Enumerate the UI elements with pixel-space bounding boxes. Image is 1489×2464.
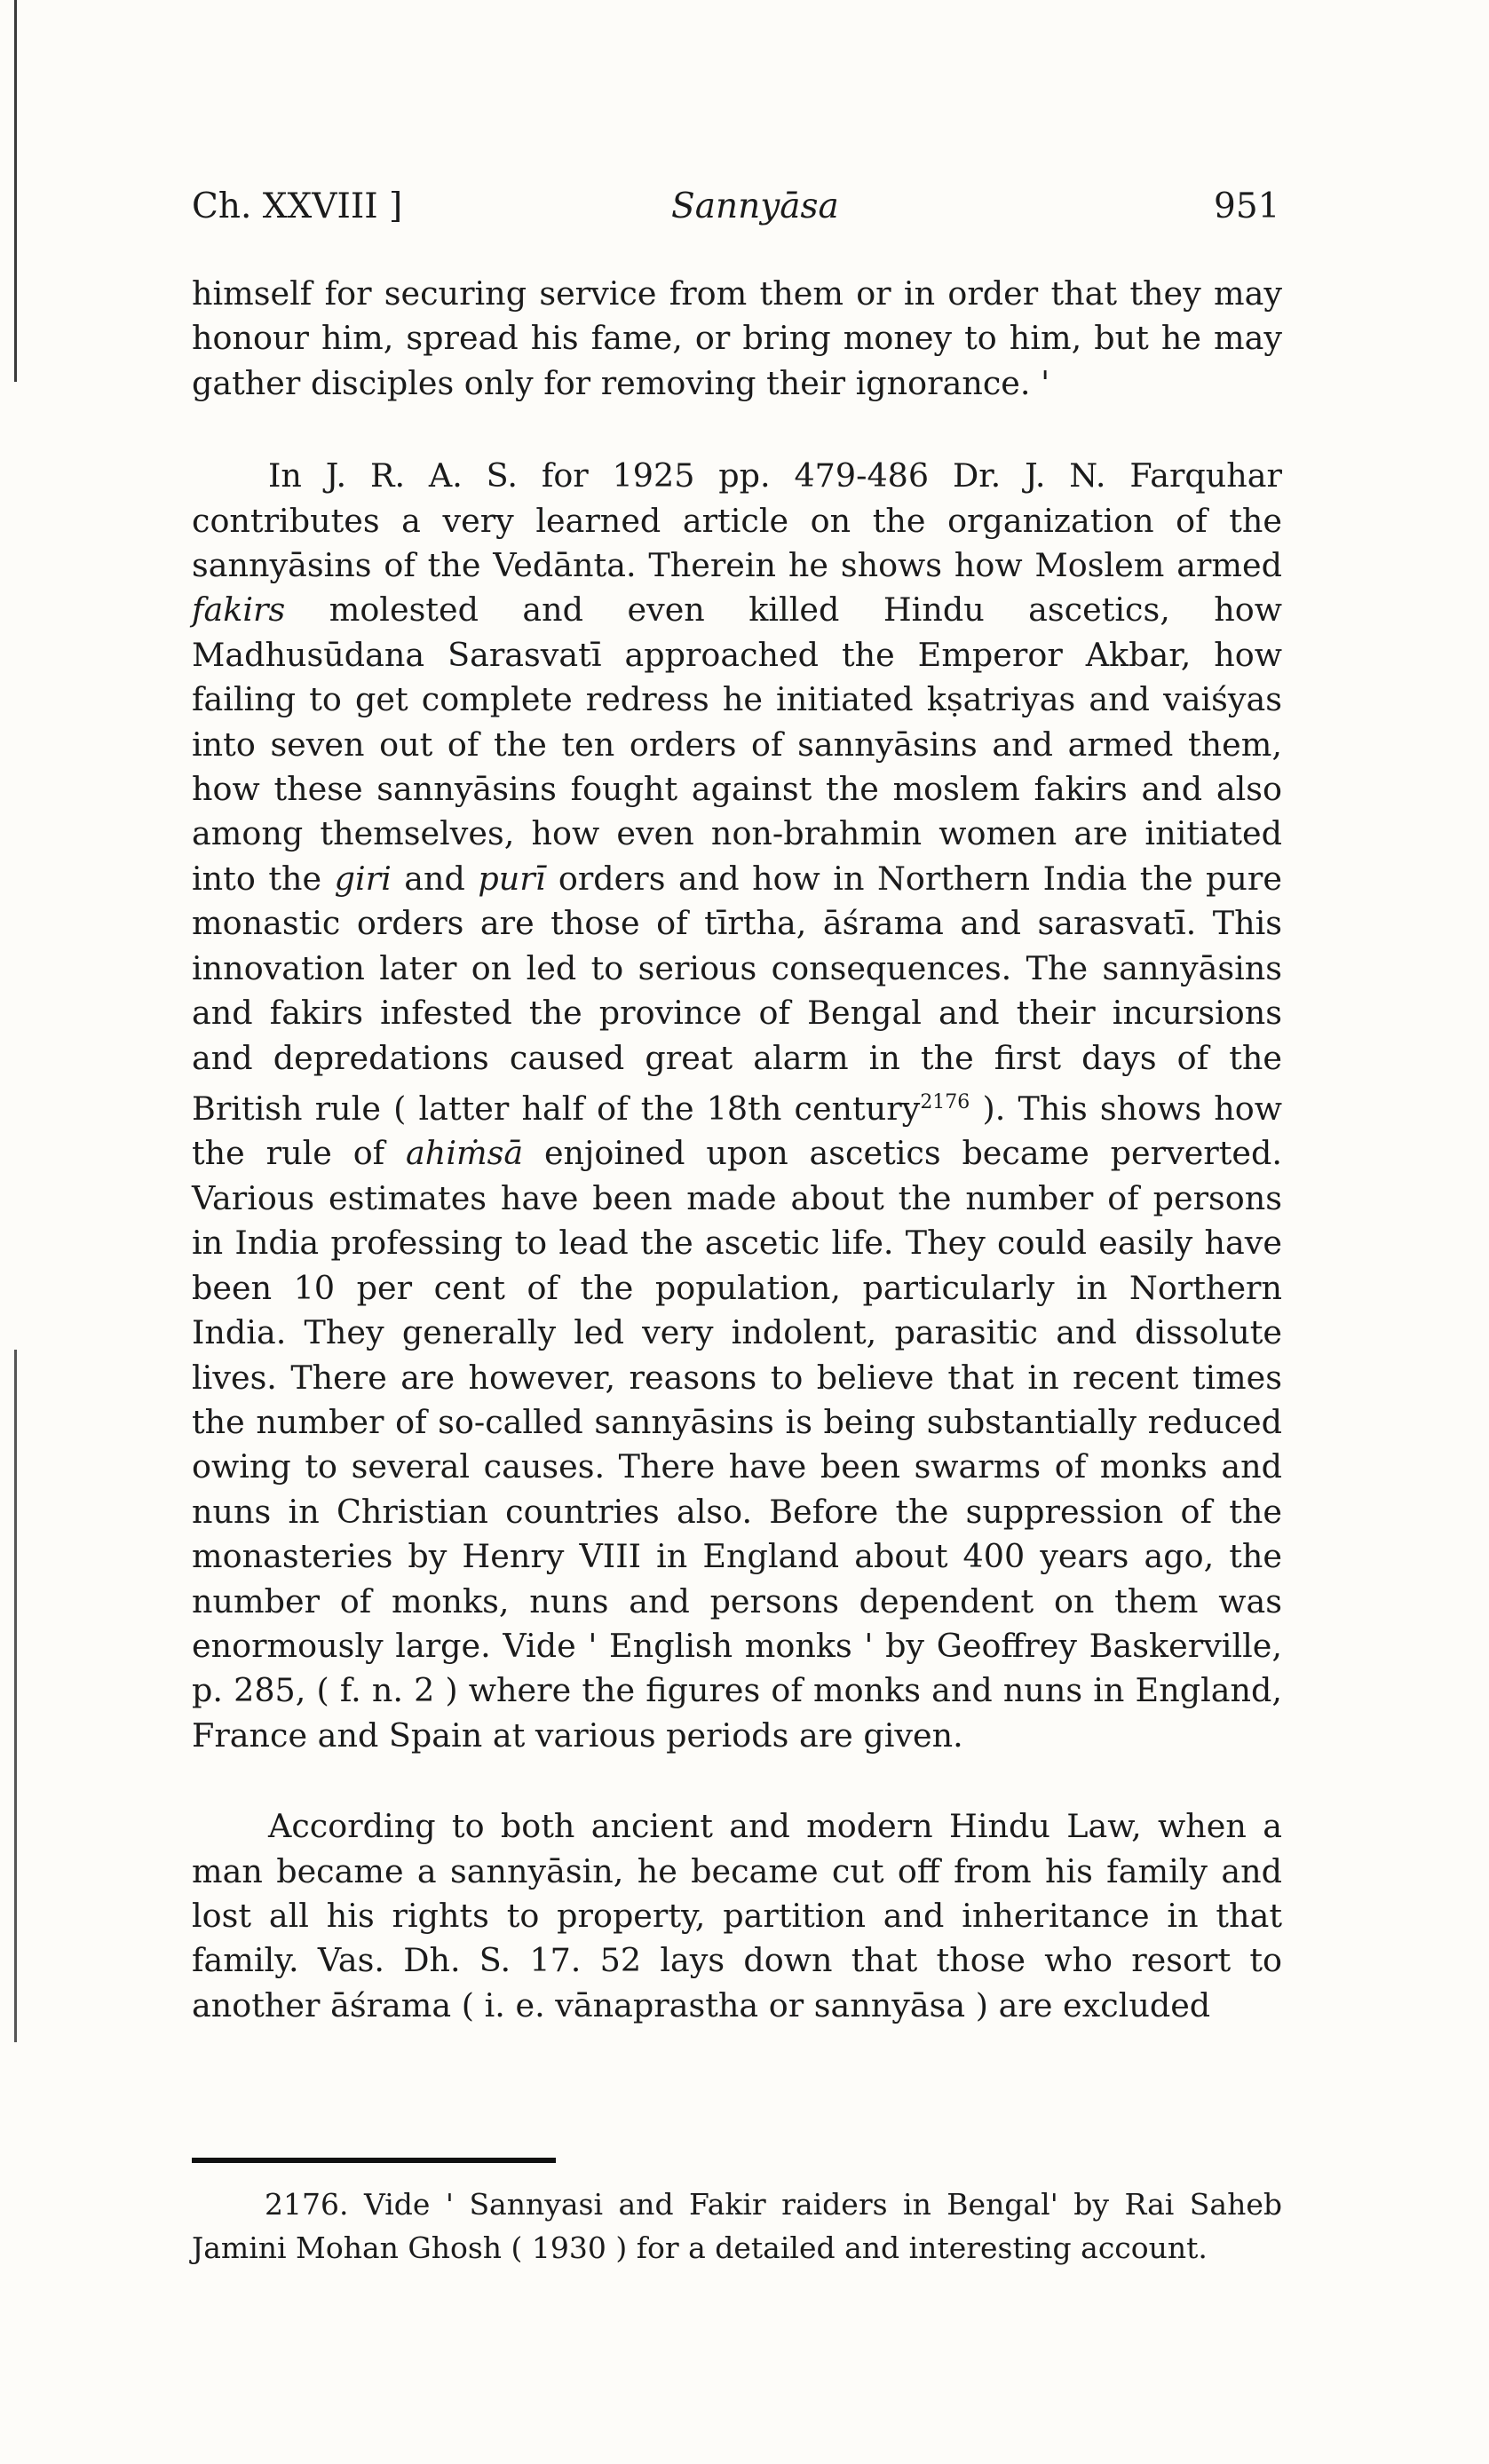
footnote	[192, 2183, 1282, 2270]
paragraph-hindu-law: According to both ancient and modern Hindu Law, when a man became a sannyāsin, he became cut off from his family and lost all his rights to property, partition and inheritance in that family. Vas. Dh. S. 17. 52 lays down that those who resort to another āśrama ( i. e. vānaprastha or sannyāsa ) are excluded	[192, 1807, 1282, 2024]
footnote-2176: 2176. Vide ' Sannyasi and Fakir raiders in Bengal' by Rai Saheb Jamini Mohan Ghosh ( 1930 ) for a detailed and interesting account.	[192, 2187, 1282, 2265]
footnote-ref: 2176	[920, 1090, 970, 1113]
running-header	[0, 186, 1489, 240]
page-number: 951	[1214, 186, 1280, 226]
running-title: Sannyāsa	[671, 186, 839, 226]
margin-line-lower	[14, 1350, 17, 2042]
footnote-divider	[192, 2158, 556, 2163]
chapter-label: Ch. XXVIII ]	[192, 186, 403, 226]
page-body	[192, 272, 1282, 2028]
paragraph-farquhar: In J. R. A. S. for 1925 pp. 479-486 Dr. J. N. Farquhar contributes a very learned article on the organization of the sannyāsins of the Vedānta. Therein he shows how Moslem armed fakirs molested and even killed Hindu ascetics, how Madhusūdana Sarasvatī approached the Emperor Akbar, how failing to get complete redress he initiated kṣatriyas and vaiśyas into seven out of the ten orders of sannyāsins and armed them, how these sannyāsins fought against the moslem fakirs and also among themselves, how even non-brahmin women are initiated into the giri and purī orders and how in Northern India the pure monastic orders are those of tīrtha, āśrama and sarasvatī. This innovation later on led to serious consequences. The sannyāsins and fakirs infested the province of Bengal and their incursions and depredations caused great alarm in the first days of the British rule ( latter half of the 18th century$^{2176}$ ). This shows how the rule of ahiṁsā enjoined upon ascetics became perverted. Various estimates have been made about the number of persons in India professing to lead the ascetic life. They could easily have been 10 per cent of the population, particularly in Northern India. They generally led very indolent, parasitic and dissolute lives. There are however, reasons to believe that in recent times the number of so-called sannyāsins is being substantially reduced owing to several causes. There have been swarms of monks and nuns in Christian countries also. Before the suppression of the monasteries by Henry VIII in England about 400 years ago, the number of monks, nuns and persons dependent on them was enormously large. Vide ' English monks ' by Geoffrey Baskerville, p. 285, ( f. n. 2 ) where the figures of monks and nuns in England, France and Spain at various periods are given.	[192, 456, 1283, 1755]
paragraph-continued: himself for securing service from them or in order that they may honour him, spread his fame, or bring money to him, but he may gather disciples only for removing their ignorance. '	[192, 274, 1282, 402]
